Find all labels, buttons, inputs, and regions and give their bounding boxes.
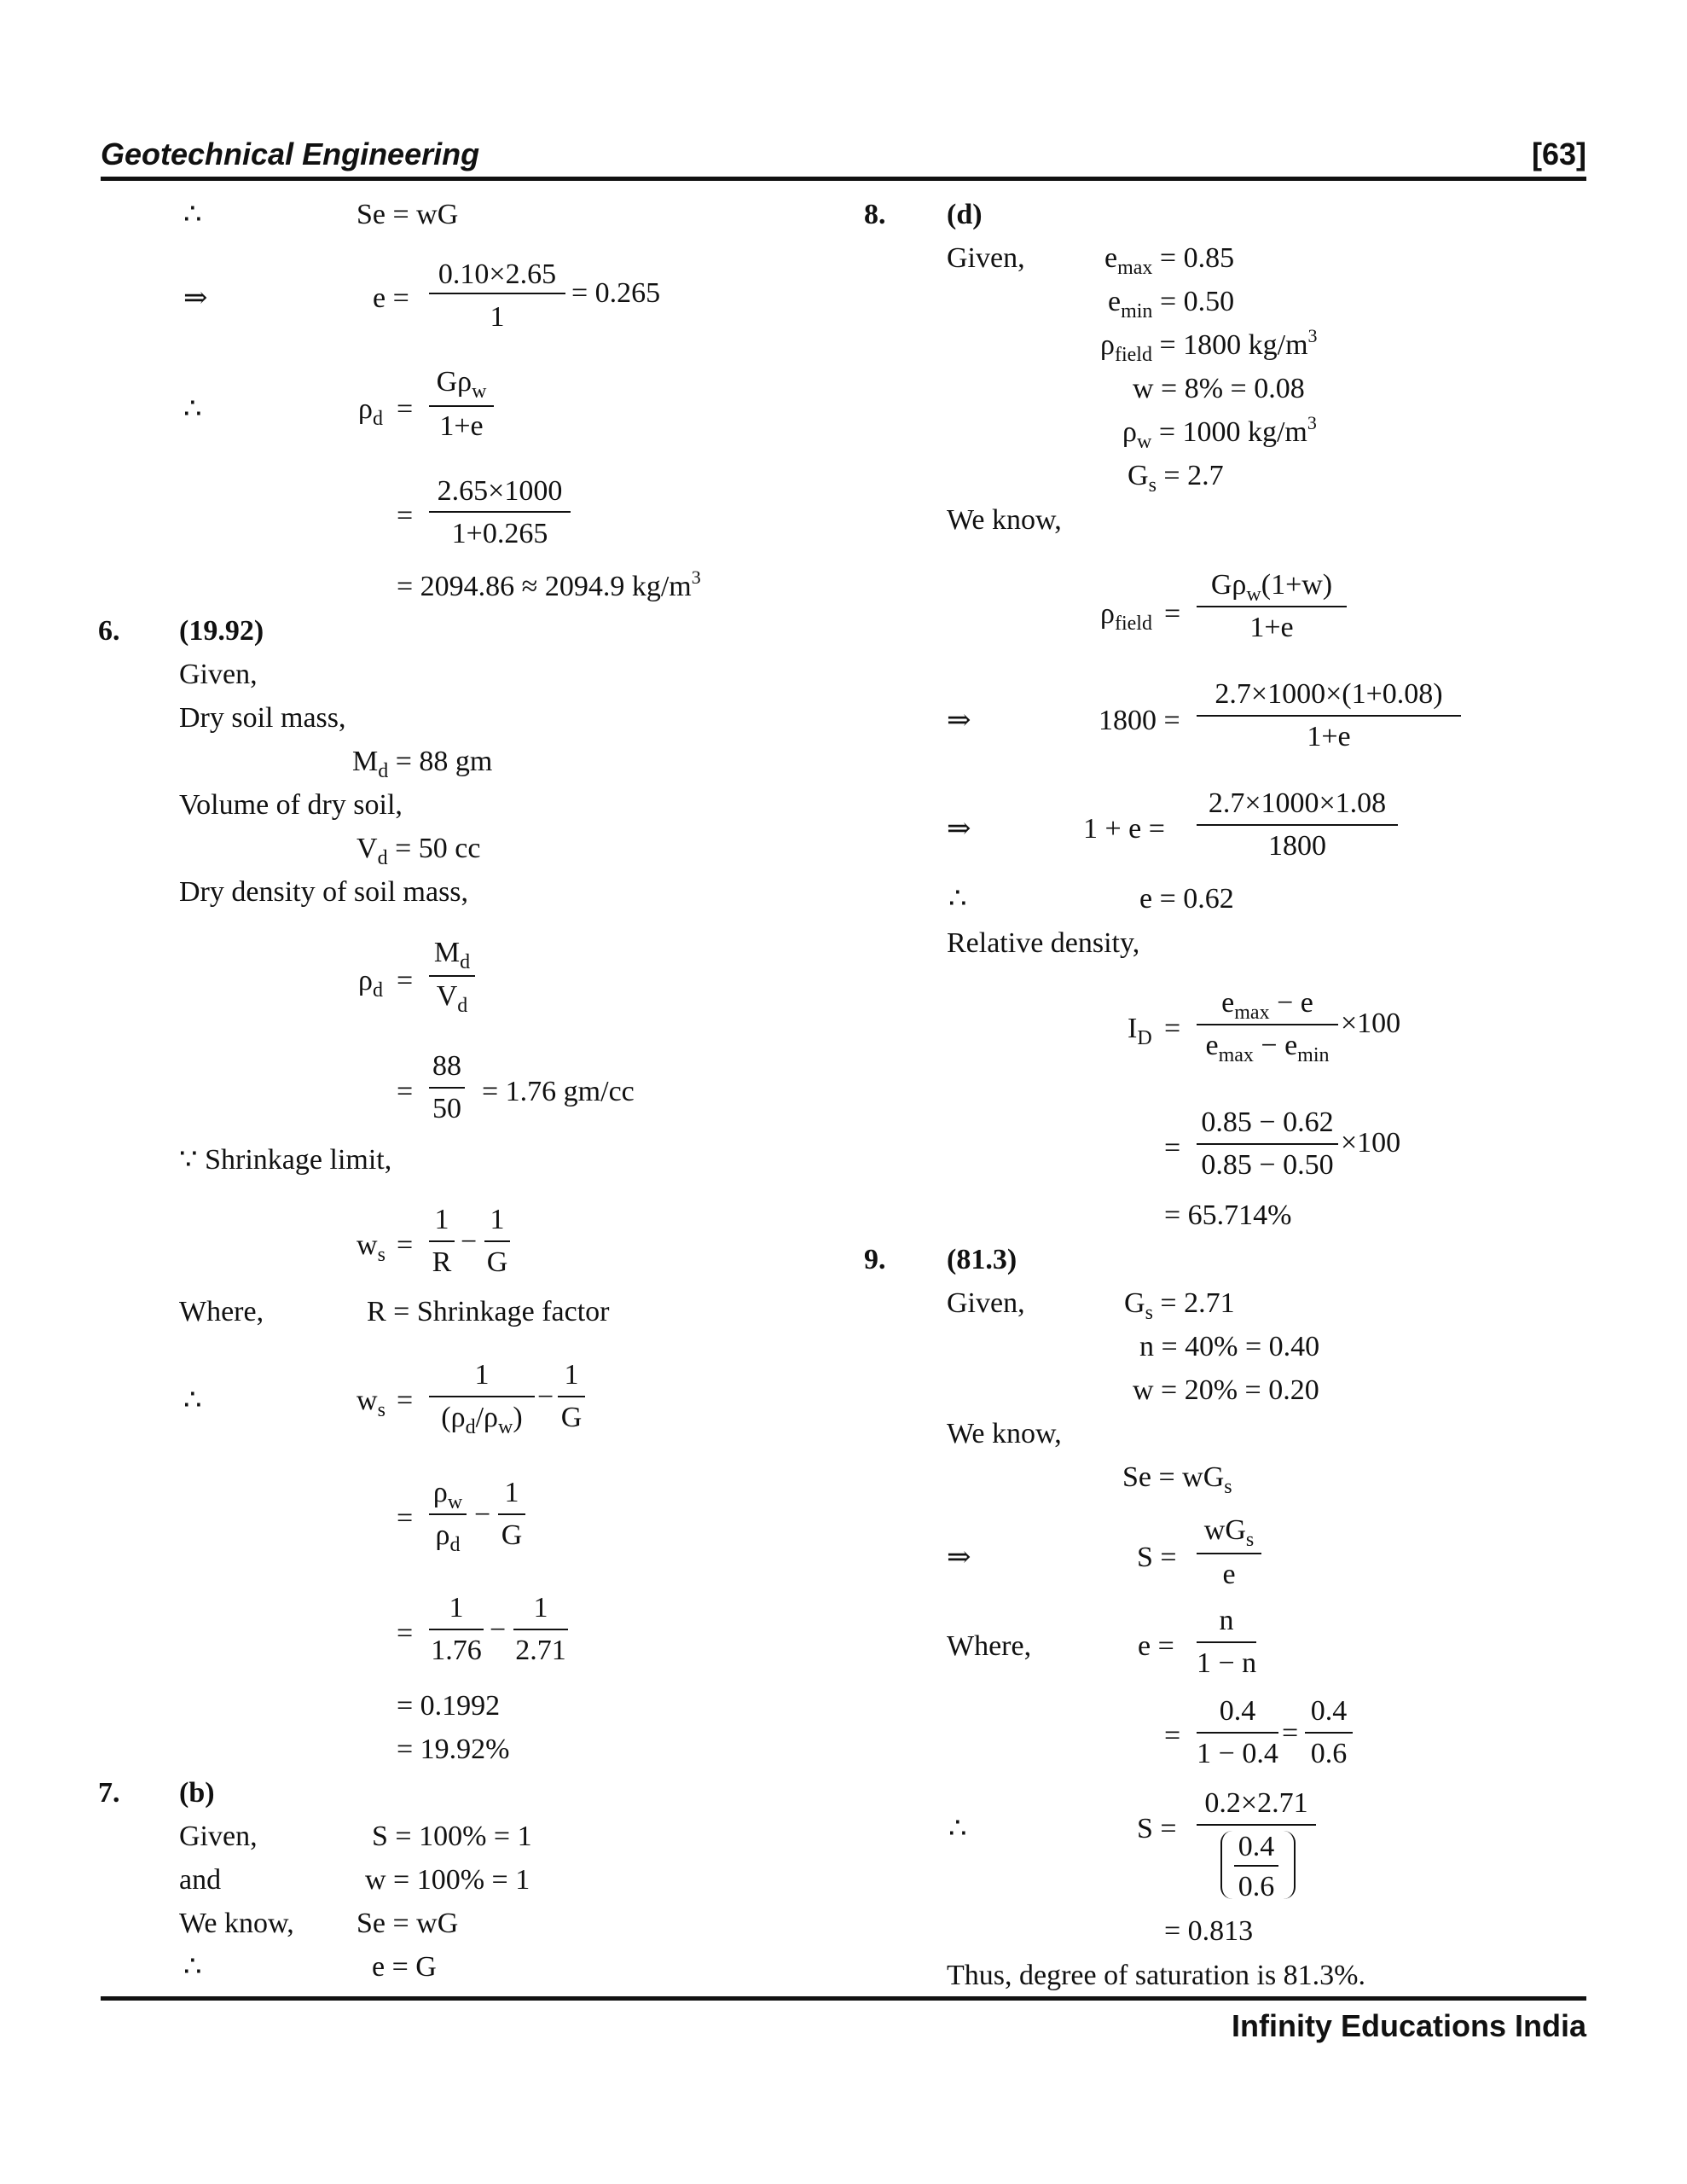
fraction-denominator: G xyxy=(560,1402,583,1433)
given-value: $\rho_w = 1000$ $kg/m^3$ xyxy=(1122,412,1317,453)
text-line: We know, xyxy=(947,1418,1062,1449)
fraction-numerator: 0.4 xyxy=(1310,1695,1348,1727)
fraction-denominator: $e_{max} - e_{min}$ xyxy=(1205,1030,1330,1066)
equation-lhs: S = xyxy=(1137,1542,1177,1573)
fraction-denominator: 0.6 xyxy=(1310,1738,1348,1769)
equation-line: Se = wG xyxy=(357,1908,459,1939)
fraction-numerator: 0.10×2.65 xyxy=(438,258,557,290)
fraction-bar xyxy=(1305,1732,1353,1734)
running-header-title: Geotechnical Engineering xyxy=(101,136,480,171)
fraction-denominator: 1 xyxy=(490,301,505,333)
equation-lhs: $\rho_{field}$ xyxy=(1100,598,1152,635)
fraction-denominator: G xyxy=(501,1519,523,1551)
equation-se-wg: Se = wG xyxy=(357,199,459,230)
fraction-denominator: $V_d$ xyxy=(436,980,468,1017)
question-number: 7. xyxy=(98,1777,120,1809)
equals-sign: = xyxy=(397,1229,414,1261)
therefore-symbol: ∴ xyxy=(183,1385,202,1416)
header-rule xyxy=(101,177,1586,181)
fraction-denominator: 50 xyxy=(432,1093,461,1124)
fraction-numerator: 1 xyxy=(474,1359,490,1391)
fraction-bar xyxy=(429,405,494,407)
text-line: Dry density of soil mass, xyxy=(179,876,469,908)
equation-lhs: $\rho_d$ xyxy=(358,965,383,1002)
text-line: We know, xyxy=(179,1908,294,1939)
given-value: $e_{max} = 0.85$ xyxy=(1104,242,1235,279)
equation-line: e = G xyxy=(372,1951,437,1983)
fraction-bar xyxy=(558,1396,585,1397)
equation-result: = 2094.86 ≈ 2094.9 $kg/m^3$ xyxy=(397,566,701,602)
answer-label: (81.3) xyxy=(947,1244,1017,1275)
equals-sign: = xyxy=(397,965,414,996)
fraction-numerator: 0.2×2.71 xyxy=(1204,1787,1308,1819)
equation-lhs: $\rho_d$ xyxy=(358,393,383,430)
fraction-bar xyxy=(429,293,565,294)
fraction-numerator: $e_{max} - e$ xyxy=(1221,987,1313,1024)
fraction-numerator: $\rho_w$ xyxy=(432,1477,463,1513)
fraction-numerator: $G\rho_w$ xyxy=(436,366,487,403)
implies-symbol: ⇒ xyxy=(947,1542,971,1573)
equation-line: w = 100% = 1 xyxy=(365,1864,530,1896)
equals-sign: = xyxy=(1164,1132,1181,1164)
fraction-bar xyxy=(429,1629,484,1630)
publisher-footer: Infinity Educations India xyxy=(1231,2008,1586,2043)
fraction-numerator: 0.4 xyxy=(1219,1695,1256,1727)
minus-sign: − xyxy=(537,1381,554,1413)
fraction-numerator: 1 xyxy=(504,1477,519,1508)
text-line: Given, xyxy=(947,242,1025,274)
fraction-denominator: G xyxy=(486,1246,508,1278)
fraction-denominator: 1+e xyxy=(439,410,484,442)
given-value: w = 20% = 0.20 xyxy=(1133,1374,1319,1406)
fraction-denominator: 1+e xyxy=(1307,721,1351,752)
text-line: ∵ Shrinkage limit, xyxy=(179,1144,392,1176)
fraction-denominator: $(\rho_d/\rho_w)$ xyxy=(441,1402,523,1438)
equation-result: = 0.1992 xyxy=(397,1690,501,1722)
fraction-bar xyxy=(1197,1553,1261,1554)
definition: R = Shrinkage factor xyxy=(367,1296,610,1327)
equals-sign: = xyxy=(1164,1013,1181,1044)
fraction-denominator: 0.85 − 0.50 xyxy=(1201,1149,1334,1181)
fraction-bar xyxy=(1197,1641,1256,1643)
fraction-bar xyxy=(498,1513,525,1515)
equation-lhs: $w_s$ xyxy=(357,1385,386,1421)
fraction-bar xyxy=(1197,606,1347,607)
equation-lhs: 1 + e = xyxy=(1083,813,1165,845)
fraction-numerator: $M_d$ xyxy=(433,937,471,973)
answer-label: (19.92) xyxy=(179,615,264,647)
fraction-numerator: 1 xyxy=(533,1592,548,1623)
fraction-bar xyxy=(1197,1824,1316,1826)
where-label: Where, xyxy=(179,1296,264,1327)
text-line: Dry soil mass, xyxy=(179,702,346,734)
fraction-numerator: 0.85 − 0.62 xyxy=(1201,1107,1334,1138)
equals-sign: = xyxy=(397,1385,414,1416)
fraction-denominator: 1.76 xyxy=(431,1635,482,1666)
fraction-bar xyxy=(1234,1865,1278,1867)
implies-symbol: ⇒ xyxy=(183,282,208,314)
equals-sign: = xyxy=(397,393,414,425)
where-label: Where, xyxy=(947,1630,1032,1662)
fraction-denominator: 2.71 xyxy=(515,1635,566,1666)
fraction-bar xyxy=(429,975,475,977)
fraction-numerator: 2.65×1000 xyxy=(437,475,563,507)
fraction-bar xyxy=(1197,715,1461,717)
fraction-bar xyxy=(429,1087,465,1089)
therefore-symbol: ∴ xyxy=(183,1951,202,1983)
fraction-bar xyxy=(1197,1024,1338,1025)
equation-lhs: $I_D$ xyxy=(1128,1013,1152,1049)
fraction-denominator: R xyxy=(432,1246,452,1278)
equation-lhs: $w_s$ xyxy=(357,1229,386,1266)
fraction-denominator: e xyxy=(1222,1559,1236,1590)
given-value: $\rho_{field} = 1800$ $kg/m^3$ xyxy=(1100,325,1318,366)
fraction-numerator: 1 xyxy=(564,1359,579,1391)
minus-sign: − xyxy=(490,1614,507,1646)
fraction-numerator: n xyxy=(1219,1605,1234,1636)
fraction-denominator: 1+0.265 xyxy=(451,518,548,549)
equation-result: = 65.714% xyxy=(1164,1199,1292,1231)
equation-line: $V_d = 50$ cc xyxy=(357,833,481,869)
implies-symbol: ⇒ xyxy=(947,705,971,736)
therefore-symbol: ∴ xyxy=(183,199,202,230)
text-line: Given, xyxy=(179,659,258,690)
text-line: Given, xyxy=(947,1287,1025,1319)
times-hundred: ×100 xyxy=(1341,1127,1401,1159)
page-number: [63] xyxy=(1531,136,1586,171)
fraction-denominator: $\rho_d$ xyxy=(435,1519,461,1556)
equals-sign: = xyxy=(397,1076,414,1107)
therefore-symbol: ∴ xyxy=(948,883,967,915)
question-number: 8. xyxy=(864,199,886,230)
equation-lhs: e = xyxy=(373,282,409,314)
therefore-symbol: ∴ xyxy=(183,393,202,425)
fraction-numerator: 88 xyxy=(432,1050,461,1082)
fraction-bar xyxy=(484,1240,510,1242)
fraction-denominator: 1 − n xyxy=(1197,1647,1257,1679)
fraction-denominator: 1 − 0.4 xyxy=(1197,1738,1278,1769)
fraction-numerator: $wG_s$ xyxy=(1203,1514,1255,1551)
equals-sign: = xyxy=(397,1502,414,1534)
fraction-bar xyxy=(429,1513,467,1515)
fraction-numerator: 2.7×1000×1.08 xyxy=(1208,787,1387,819)
question-number: 9. xyxy=(864,1244,886,1275)
equals-sign: = xyxy=(1164,598,1181,630)
equation-result: = 1.76 gm/cc xyxy=(482,1076,635,1107)
fraction-denominator: 1+e xyxy=(1249,612,1294,643)
times-hundred: ×100 xyxy=(1341,1008,1401,1039)
text-line: Volume of dry soil, xyxy=(179,789,403,821)
equation-lhs: 1800 = xyxy=(1099,705,1180,736)
fraction-bar xyxy=(513,1629,568,1630)
fraction-bar xyxy=(1197,824,1398,826)
text-line: and xyxy=(179,1864,222,1896)
given-value: $e_{min} = 0.50$ xyxy=(1108,286,1235,322)
equation-result: = 0.813 xyxy=(1164,1915,1254,1947)
inner-fraction-denominator: 0.6 xyxy=(1238,1871,1275,1902)
text-line: Given, xyxy=(179,1821,258,1852)
equals-sign: = xyxy=(397,1618,414,1649)
fraction-numerator: $G\rho_w(1+w)$ xyxy=(1210,569,1333,606)
text-line: Relative density, xyxy=(947,927,1140,959)
equals-sign: = xyxy=(1164,1720,1181,1751)
minus-sign: − xyxy=(461,1226,478,1258)
given-value: w = 8% = 0.08 xyxy=(1133,373,1305,404)
text-line: We know, xyxy=(947,504,1062,536)
fraction-numerator: 2.7×1000×(1+0.08) xyxy=(1215,678,1443,710)
equals-sign: = xyxy=(397,500,414,531)
fraction-bar xyxy=(429,511,571,513)
fraction-denominator: 1800 xyxy=(1268,830,1326,862)
equation-line: e = 0.62 xyxy=(1139,883,1234,915)
therefore-symbol: ∴ xyxy=(948,1813,967,1844)
fraction-bar xyxy=(1197,1732,1278,1734)
answer-label: (d) xyxy=(947,199,983,230)
equation-result: = 19.92% xyxy=(397,1734,510,1765)
answer-label: (b) xyxy=(179,1777,215,1809)
question-number: 6. xyxy=(98,615,120,647)
inner-fraction-numerator: 0.4 xyxy=(1238,1831,1275,1862)
equation-result: = 0.265 xyxy=(571,277,661,309)
given-value: $G_s = 2.71$ xyxy=(1124,1287,1235,1324)
equals-sign: = xyxy=(1282,1717,1299,1749)
conclusion: Thus, degree of saturation is 81.3%. xyxy=(947,1960,1365,1991)
given-value: n = 40% = 0.40 xyxy=(1139,1331,1320,1362)
given-value: $G_s = 2.7$ xyxy=(1128,460,1224,497)
equation-lhs: S = xyxy=(1137,1813,1177,1844)
equation-lhs: e = xyxy=(1138,1630,1174,1662)
fraction-numerator: 1 xyxy=(434,1204,449,1235)
fraction-bar xyxy=(429,1240,455,1242)
implies-symbol: ⇒ xyxy=(947,813,971,845)
fraction-numerator: 1 xyxy=(490,1204,505,1235)
fraction-bar xyxy=(429,1396,535,1397)
footer-rule xyxy=(101,1996,1586,2001)
minus-sign: − xyxy=(474,1499,491,1531)
equation-line: $Se = wG_s$ xyxy=(1122,1461,1232,1498)
fraction-bar xyxy=(1197,1143,1338,1145)
equation-line: $M_d = 88$ gm xyxy=(352,746,493,782)
fraction-numerator: 1 xyxy=(449,1592,464,1623)
equation-line: S = 100% = 1 xyxy=(372,1821,532,1852)
